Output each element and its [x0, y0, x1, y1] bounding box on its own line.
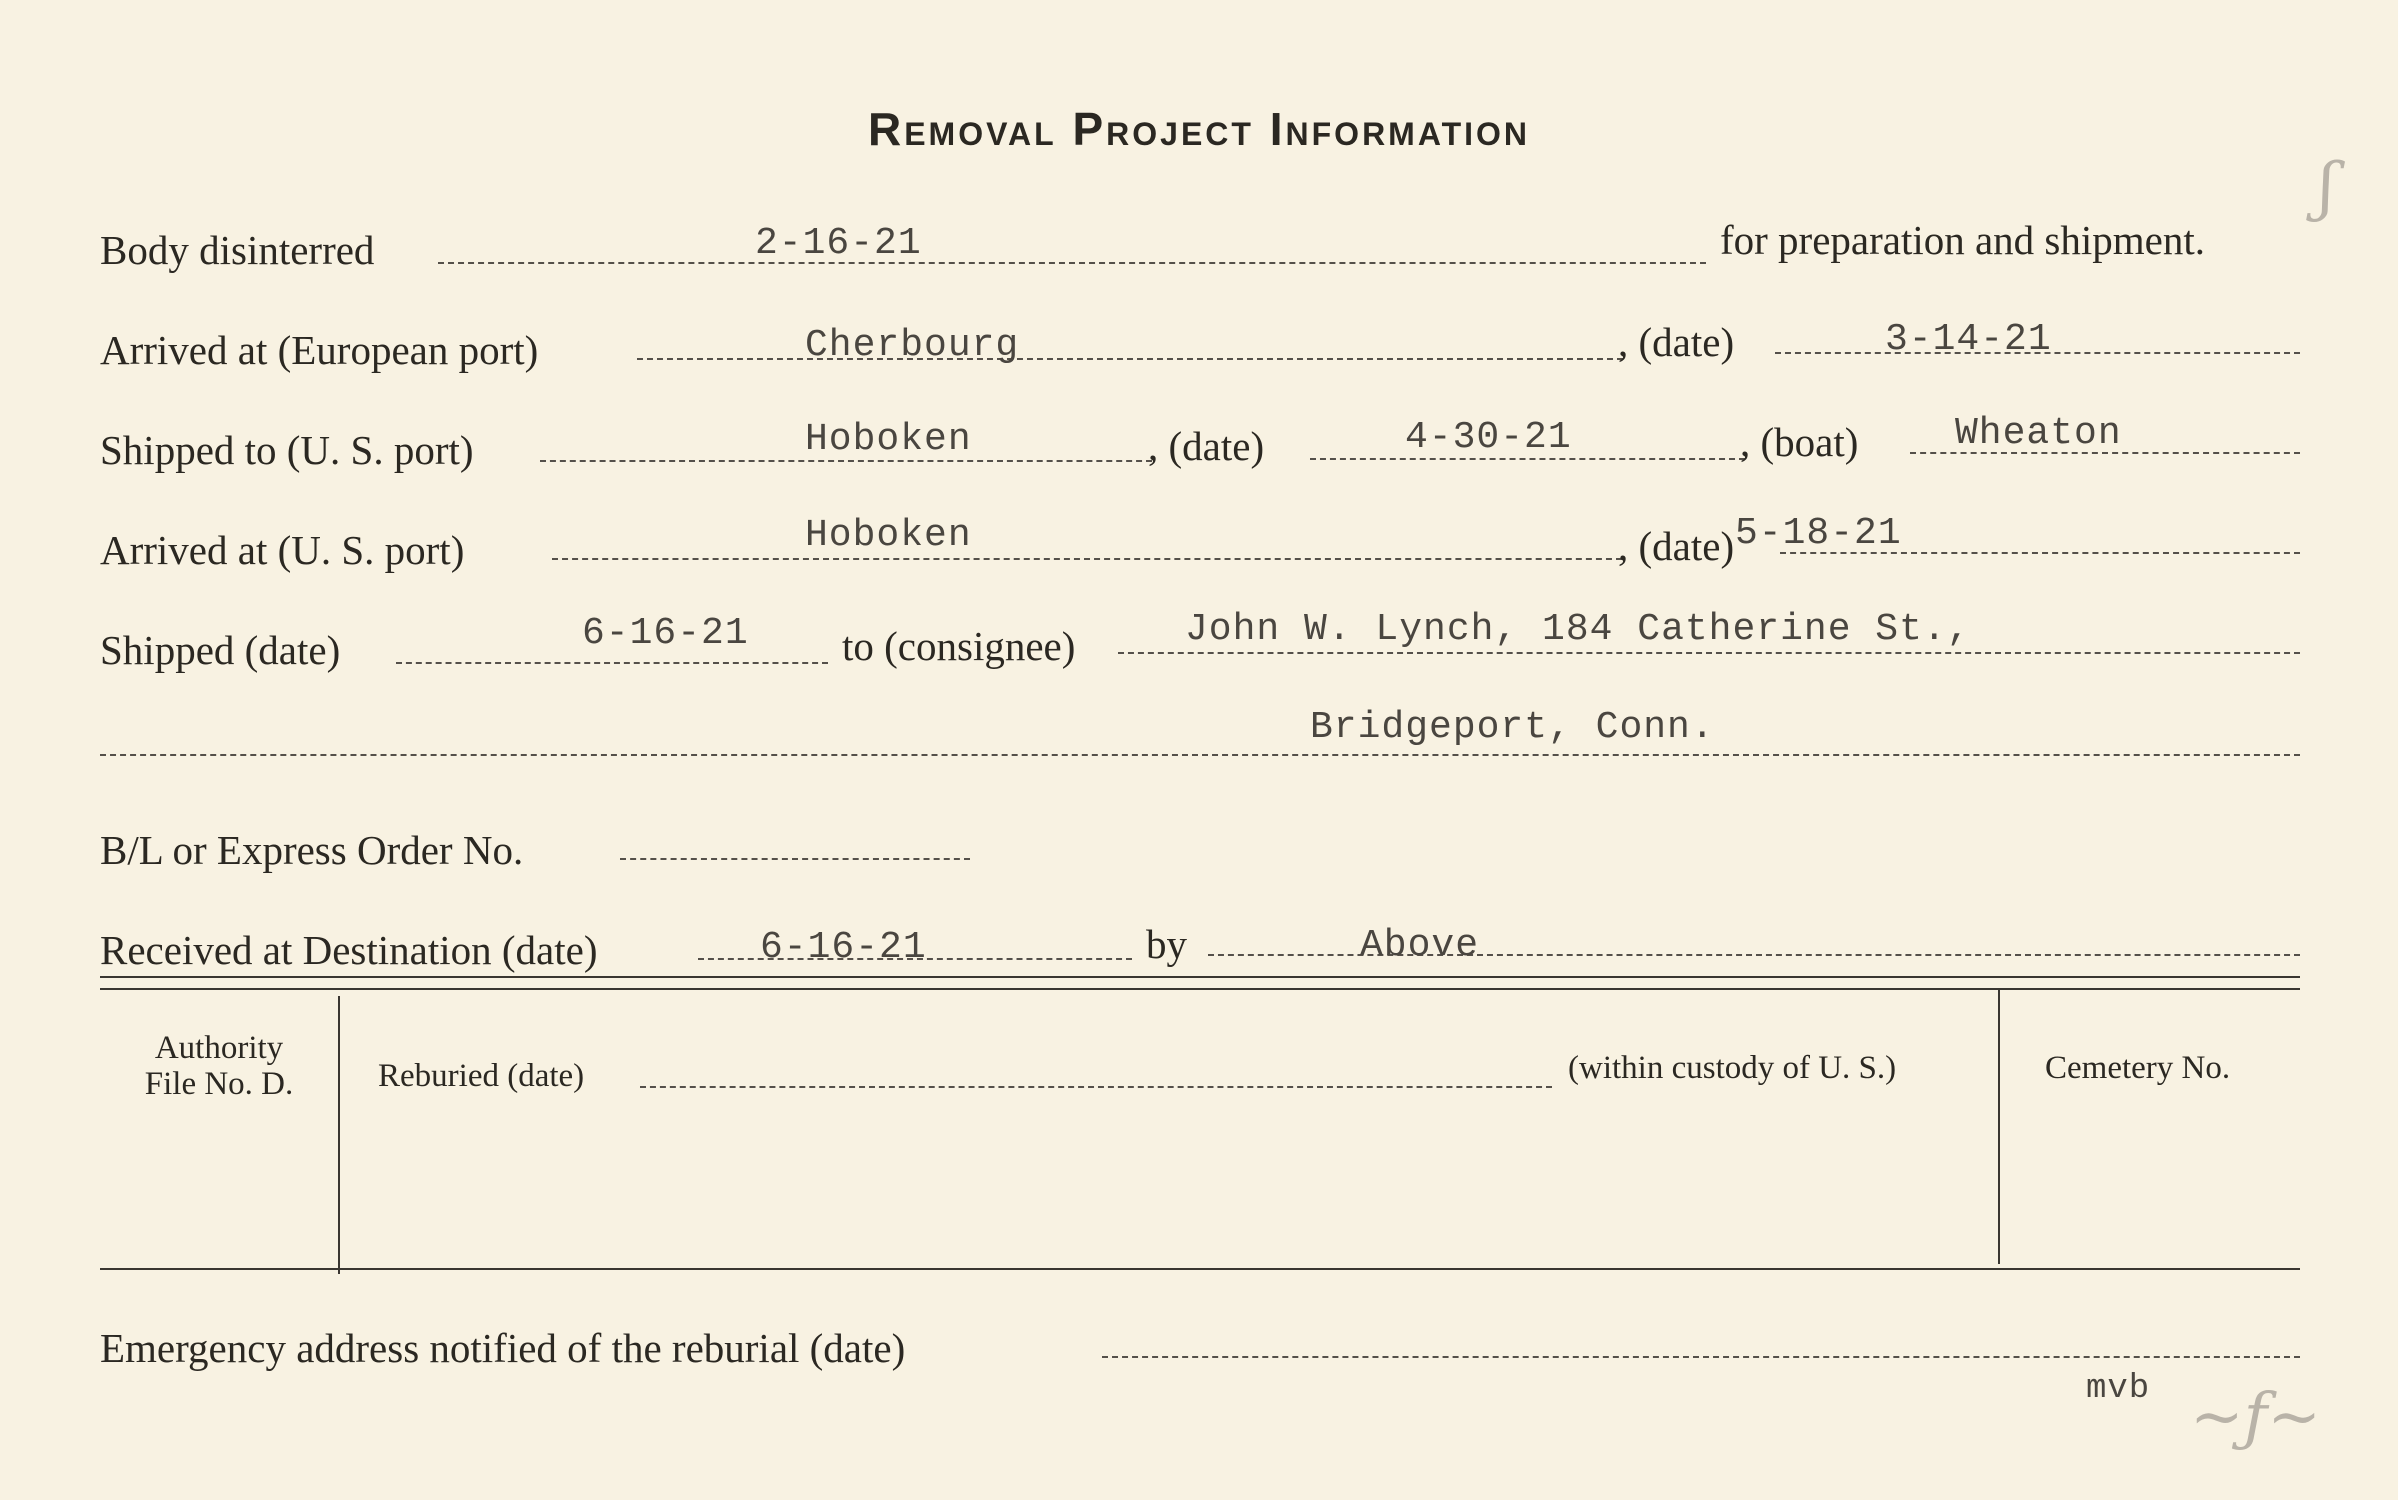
body-disinterred-suffix: for preparation and shipment. — [1720, 217, 2206, 263]
emergency-label: Emergency address notified of the reburial (date) — [100, 1325, 906, 1371]
arrived-european-date-value: 3-14-21 — [1885, 318, 2052, 361]
file-no-label: File No. D. — [144, 1066, 294, 1102]
consignee-line2-value: Bridgeport, Conn. — [1310, 706, 1715, 749]
table-top-rule — [100, 976, 2300, 978]
shipped-to-us-date-value: 4-30-21 — [1405, 416, 1572, 459]
body-disinterred-line — [438, 262, 1706, 264]
table-divider-left — [338, 996, 340, 1274]
shipped-date-value: 6-16-21 — [582, 612, 749, 655]
pencil-scribble: ~ƒ~ — [2190, 1380, 2321, 1454]
custody-label: (within custody of U. S.) — [1568, 1050, 1897, 1086]
arrived-european-port-line — [637, 358, 1623, 360]
bl-express-label: B/L or Express Order No. — [100, 827, 524, 873]
body-disinterred-label: Body disinterred — [100, 227, 375, 273]
shipped-date-label: Shipped (date) — [100, 627, 341, 673]
arrived-us-port-value: Hoboken — [805, 514, 972, 557]
shipped-date-line — [396, 662, 828, 664]
table-top-rule-2 — [100, 988, 2300, 990]
authority-label: Authority — [154, 1030, 284, 1066]
consignee-line1-value: John W. Lynch, 184 Catherine St., — [1185, 608, 1971, 651]
arrived-us-date-label: , (date) — [1618, 523, 1735, 569]
received-label: Received at Destination (date) — [100, 927, 598, 973]
shipped-to-us-boat-label: , (boat) — [1740, 419, 1859, 465]
bl-express-line — [620, 858, 970, 860]
received-by-label: by — [1146, 921, 1187, 967]
shipped-to-us-port-label: Shipped to (U. S. port) — [100, 427, 474, 473]
shipped-to-us-port-value: Hoboken — [805, 418, 972, 461]
table-divider-right — [1998, 988, 2000, 1264]
arrived-us-date-value: 5-18-21 — [1735, 512, 1902, 555]
shipped-to-us-date-label: , (date) — [1148, 423, 1265, 469]
consignee-label: to (consignee) — [842, 623, 1076, 669]
body-disinterred-value: 2-16-21 — [755, 222, 922, 265]
authority-cell — [100, 1030, 338, 1102]
arrived-european-port-label: Arrived at (European port) — [100, 327, 539, 373]
emergency-line — [1102, 1356, 2300, 1358]
arrived-us-port-label: Arrived at (U. S. port) — [100, 527, 465, 573]
received-date-value: 6-16-21 — [760, 926, 927, 969]
reburied-line — [640, 1086, 1552, 1088]
pencil-mark: ʃ — [2318, 150, 2336, 224]
arrived-european-port-value: Cherbourg — [805, 324, 1020, 367]
shipped-to-us-boat-value: Wheaton — [1955, 412, 2122, 455]
arrived-us-port-line — [552, 558, 1622, 560]
arrived-european-date-label: , (date) — [1618, 319, 1735, 365]
received-by-value: Above — [1360, 924, 1480, 967]
consignee-line-2 — [100, 754, 2300, 756]
cemetery-label: Cemetery No. — [2045, 1050, 2231, 1086]
consignee-line — [1118, 652, 2300, 654]
reburied-label: Reburied (date) — [378, 1058, 585, 1094]
clerk-initials: mvb — [2086, 1370, 2151, 1408]
table-bottom-rule — [100, 1268, 2300, 1270]
card-title: Removal Project Information — [867, 103, 1531, 155]
